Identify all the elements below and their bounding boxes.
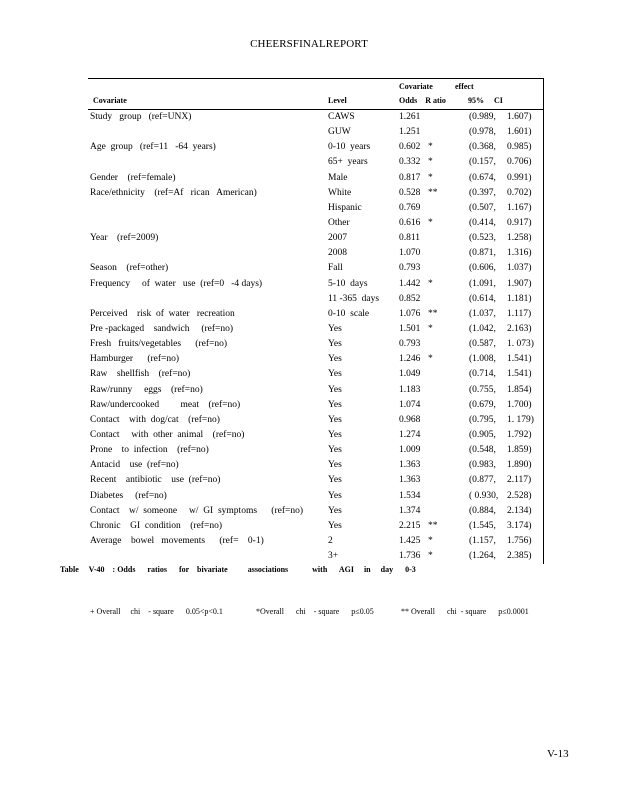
row-covariate: Antacid use (ref=no) (90, 460, 179, 471)
row-covariate: Raw/undercooked meat (ref=no) (90, 399, 241, 410)
row-odds-ratio: 0.616 (399, 217, 421, 228)
table-row (88, 171, 543, 186)
table-row (88, 413, 543, 428)
table-row (88, 186, 543, 201)
table-row (88, 246, 543, 261)
row-ci-high: 1.541) (507, 354, 532, 365)
page-number: V-13 (547, 748, 569, 760)
row-level: Yes (328, 414, 342, 425)
row-covariate: Raw/runny eggs (ref=no) (90, 384, 203, 395)
row-covariate: Average bowel movements (ref= 0-1) (90, 535, 264, 546)
row-ci-high: 1.601) (507, 127, 532, 138)
row-odds-ratio: 0.811 (399, 233, 421, 244)
row-level: 65+ years (328, 157, 368, 168)
row-covariate: Study group (ref=UNX) (90, 112, 192, 122)
row-odds-ratio: 1.076 (399, 308, 421, 319)
header-covariate: Covariate (93, 96, 127, 105)
row-odds-ratio: 1.070 (399, 248, 421, 259)
row-ci-high: 1.258) (507, 233, 532, 244)
row-odds-ratio: 0.793 (399, 339, 421, 350)
row-significance: * (428, 535, 433, 546)
row-ci-low: (0.884, (469, 505, 496, 516)
row-ci-high: 1. 179) (507, 414, 534, 425)
row-ci-high: 1.756) (507, 535, 532, 546)
row-level: Yes (328, 354, 342, 365)
row-ci-high: 0.706) (507, 157, 532, 168)
row-ci-low: (0.978, (469, 127, 496, 138)
row-odds-ratio: 1.374 (399, 505, 421, 516)
row-ci-low: (1.157, (469, 535, 496, 546)
table-row (88, 337, 543, 352)
footnote-double-star: ** Overall chi - square p≤0.0001 (401, 607, 529, 616)
row-ci-low: (0.989, (469, 112, 496, 122)
table-row (88, 261, 543, 276)
row-ci-high: 1.316) (507, 248, 532, 259)
footnote-plus: + Overall chi - square 0.05<p<0.1 (90, 607, 223, 616)
row-ci-high: 1.854) (507, 384, 532, 395)
table-row (88, 504, 543, 519)
table-row (88, 110, 543, 125)
row-ci-high: 0.917) (507, 217, 532, 228)
row-level: 3+ (328, 551, 339, 562)
row-level: Yes (328, 475, 342, 486)
footnotes (90, 607, 550, 619)
row-significance: * (428, 172, 433, 183)
row-odds-ratio: 1.074 (399, 399, 421, 410)
row-odds-ratio: 1.736 (399, 551, 421, 562)
row-ci-low: (0.368, (469, 142, 496, 153)
row-level: 11 -365 days (328, 293, 380, 304)
table-row (88, 277, 543, 292)
row-level: GUW (328, 127, 351, 138)
table-row (88, 231, 543, 246)
table-row (88, 398, 543, 413)
row-ci-high: 0.702) (507, 187, 532, 198)
row-odds-ratio: 0.332 (399, 157, 421, 168)
row-covariate: Perceived risk of water recreation (90, 308, 235, 319)
row-odds-ratio: 1.246 (399, 354, 421, 365)
row-significance: * (428, 354, 433, 365)
row-level: Yes (328, 460, 342, 471)
row-ci-low: (0.606, (469, 263, 496, 274)
row-significance: ** (428, 520, 438, 531)
row-ci-low: (0.674, (469, 172, 496, 183)
row-ci-low: (1.037, (469, 308, 496, 319)
row-ci-low: (0.614, (469, 293, 496, 304)
row-level: Yes (328, 429, 342, 440)
row-odds-ratio: 0.528 (399, 187, 421, 198)
row-ci-high: 2.163) (507, 323, 532, 334)
table-row (88, 352, 543, 367)
table-row (88, 473, 543, 488)
row-ci-low: (0.397, (469, 187, 496, 198)
row-odds-ratio: 1.442 (399, 278, 421, 289)
table-row (88, 383, 543, 398)
row-level: 2008 (328, 248, 347, 259)
row-odds-ratio: 1.534 (399, 490, 421, 501)
table-row (88, 534, 543, 549)
row-odds-ratio: 0.817 (399, 172, 421, 183)
row-ci-high: 2.528) (507, 490, 532, 501)
row-ci-low: ( 0.930, (469, 490, 499, 501)
row-ci-high: 1.890) (507, 460, 532, 471)
row-ci-high: 1.859) (507, 445, 532, 456)
odds-ratio-table (88, 78, 544, 564)
row-ci-low: (0.548, (469, 445, 496, 456)
row-ci-high: 1.792) (507, 429, 532, 440)
row-level: Fall (328, 263, 343, 274)
row-level: 2007 (328, 233, 347, 244)
row-covariate: Gender (ref=female) (90, 172, 176, 183)
row-odds-ratio: 1.009 (399, 445, 421, 456)
row-level: Other (328, 217, 350, 228)
row-level: Yes (328, 520, 342, 531)
row-ci-high: 2.117) (507, 475, 532, 486)
header-ci: CI (494, 96, 503, 105)
header-ci-percent: 95% (468, 96, 484, 105)
row-ci-high: 1.541) (507, 369, 532, 380)
table-row (88, 443, 543, 458)
row-ci-high: 1.167) (507, 202, 532, 213)
row-ci-low: (0.523, (469, 233, 496, 244)
row-covariate: Prone to infection (ref=no) (90, 445, 209, 456)
row-level: Yes (328, 339, 342, 350)
row-covariate: Season (ref=other) (90, 263, 169, 274)
row-ci-low: (1.008, (469, 354, 496, 365)
table-row (88, 428, 543, 443)
row-covariate: Recent antibiotic use (ref=no) (90, 475, 221, 486)
row-covariate: Chronic GI condition (ref=no) (90, 520, 222, 531)
row-level: Yes (328, 369, 342, 380)
row-level: Yes (328, 323, 342, 334)
footnote-star: *Overall chi - square p≤0.05 (256, 607, 374, 616)
row-ci-low: (0.795, (469, 414, 496, 425)
row-ci-high: 2.134) (507, 505, 532, 516)
header-covariate-effect: Covariate (399, 82, 433, 91)
row-ci-high: 1.117) (507, 308, 532, 319)
row-level: Yes (328, 399, 342, 410)
table-row (88, 549, 543, 564)
row-odds-ratio: 1.261 (399, 112, 421, 122)
table-body (88, 110, 543, 564)
table-row (88, 125, 543, 140)
row-covariate: Contact w/ someone w/ GI symptoms (ref=no) (90, 505, 304, 516)
row-covariate: Pre -packaged sandwich (ref=no) (90, 323, 234, 334)
row-covariate: Contact with dog/cat (ref=no) (90, 414, 220, 425)
row-significance: * (428, 323, 433, 334)
row-ci-low: (0.983, (469, 460, 496, 471)
row-odds-ratio: 1.363 (399, 475, 421, 486)
row-ci-high: 3.174) (507, 520, 532, 531)
row-ci-low: (0.714, (469, 369, 496, 380)
report-header: CHEERSFINALREPORT (250, 38, 368, 50)
row-odds-ratio: 0.602 (399, 142, 421, 153)
row-odds-ratio: 0.968 (399, 414, 421, 425)
row-level: CAWS (328, 112, 355, 122)
row-odds-ratio: 1.501 (399, 323, 421, 334)
row-odds-ratio: 1.274 (399, 429, 421, 440)
row-ci-low: (1.091, (469, 278, 496, 289)
row-ci-low: (0.877, (469, 475, 496, 486)
row-covariate: Hamburger (ref=no) (90, 354, 180, 365)
table-caption: Table V-40 : Odds ratios for bivariate associations with AGI in day 0-3 (60, 565, 416, 574)
row-ci-high: 0.991) (507, 172, 532, 183)
row-ci-low: (1.264, (469, 551, 496, 562)
row-covariate: Raw shellfish (ref=no) (90, 369, 191, 380)
header-effect: effect (455, 82, 474, 91)
row-odds-ratio: 2.215 (399, 520, 421, 531)
table-row (88, 140, 543, 155)
row-ci-low: (0.157, (469, 157, 496, 168)
row-odds-ratio: 1.049 (399, 369, 421, 380)
row-significance: * (428, 278, 433, 289)
header-level: Level (328, 96, 347, 105)
row-ci-low: (1.545, (469, 520, 496, 531)
row-odds-ratio: 1.251 (399, 127, 421, 138)
row-covariate: Age group (ref=11 -64 years) (90, 142, 216, 153)
row-significance: * (428, 142, 433, 153)
row-odds-ratio: 0.852 (399, 293, 421, 304)
row-ci-high: 1.181) (507, 293, 532, 304)
row-ci-low: (0.755, (469, 384, 496, 395)
table-header-top (88, 79, 543, 93)
table-row (88, 519, 543, 534)
row-odds-ratio: 1.183 (399, 384, 421, 395)
row-ci-low: (1.042, (469, 323, 496, 334)
row-ci-low: (0.414, (469, 217, 496, 228)
row-odds-ratio: 0.769 (399, 202, 421, 213)
row-covariate: Contact with other animal (ref=no) (90, 429, 245, 440)
row-significance: ** (428, 187, 438, 198)
row-significance: * (428, 217, 433, 228)
row-significance: * (428, 157, 433, 168)
table-row (88, 216, 543, 231)
row-significance: ** (428, 308, 438, 319)
row-ci-low: (0.679, (469, 399, 496, 410)
table-row (88, 307, 543, 322)
row-level: 2 (328, 535, 333, 546)
row-level: Yes (328, 505, 342, 516)
row-level: Hispanic (328, 202, 362, 213)
table-row (88, 155, 543, 170)
row-covariate: Race/ethnicity (ref=Af rican American) (90, 187, 257, 198)
table-row (88, 201, 543, 216)
row-ci-low: (0.587, (469, 339, 496, 350)
row-ci-high: 1. 073) (507, 339, 534, 350)
row-covariate: Year (ref=2009) (90, 233, 159, 244)
row-level: Male (328, 172, 348, 183)
row-level: Yes (328, 490, 342, 501)
row-ci-high: 1.907) (507, 278, 532, 289)
header-odds-ratio: Odds R atio (399, 96, 446, 105)
row-covariate: Frequency of water use (ref=0 -4 days) (90, 278, 263, 289)
table-row (88, 292, 543, 307)
table-row (88, 322, 543, 337)
row-ci-low: (0.905, (469, 429, 496, 440)
table-row (88, 458, 543, 473)
row-ci-low: (0.507, (469, 202, 496, 213)
row-significance: * (428, 551, 433, 562)
row-ci-high: 1.700) (507, 399, 532, 410)
row-ci-low: (0.871, (469, 248, 496, 259)
row-odds-ratio: 1.425 (399, 535, 421, 546)
row-ci-high: 2.385) (507, 551, 532, 562)
row-ci-high: 1.037) (507, 263, 532, 274)
row-ci-high: 1.607) (507, 112, 532, 122)
table-row (88, 367, 543, 382)
row-level: 5-10 days (328, 278, 368, 289)
row-level: 0-10 years (328, 142, 371, 153)
table-row (88, 489, 543, 504)
row-odds-ratio: 0.793 (399, 263, 421, 274)
row-level: White (328, 187, 352, 198)
row-covariate: Diabetes (ref=no) (90, 490, 167, 501)
row-ci-high: 0.985) (507, 142, 532, 153)
row-level: Yes (328, 384, 342, 395)
row-odds-ratio: 1.363 (399, 460, 421, 471)
row-covariate: Fresh fruits/vegetables (ref=no) (90, 339, 227, 350)
row-level: 0-10 scale (328, 308, 370, 319)
row-level: Yes (328, 445, 342, 456)
table-header (88, 93, 543, 110)
